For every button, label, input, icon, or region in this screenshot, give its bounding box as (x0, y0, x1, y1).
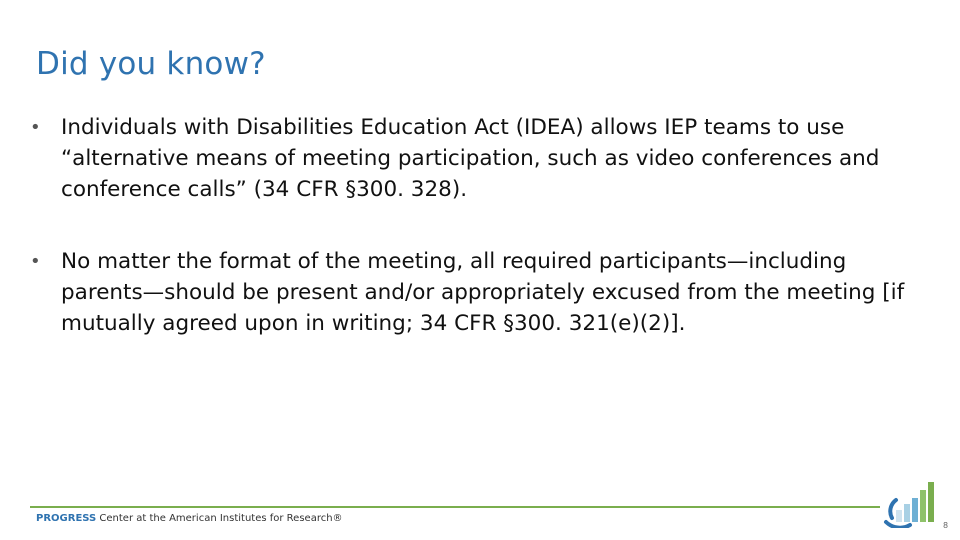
bullet-item (30, 112, 930, 205)
slide-title: Did you know? (36, 46, 266, 82)
footer-divider (30, 506, 880, 508)
bullet-text: Individuals with Disabilities Education Act (IDEA) allows IEP teams to use “alternative means of meeting participation, such as video conferences and conference calls” (34 CFR §300. 328). (61, 115, 880, 202)
footer-brand: PROGRESS (36, 513, 97, 524)
page-number: 8 (943, 521, 949, 530)
footer-org: Center at the American Institutes for Research® (96, 513, 343, 524)
bullet-text: No matter the format of the meeting, all required participants—including parents—should be present and/or appropriately excused from the meeting [if mutually agreed upon in writing; 34 CFR §300. 321(e)(2)]. (61, 249, 905, 336)
bullet-dot-icon: • (30, 117, 41, 138)
logo-swoosh (886, 522, 910, 528)
logo-bar-2 (904, 504, 910, 522)
bullet-item (30, 246, 930, 339)
logo-bar-3 (912, 498, 918, 522)
bullet-list (30, 112, 930, 339)
logo-bar-1 (896, 510, 902, 522)
logo-bar-5 (928, 482, 934, 522)
logo-bar-4 (920, 490, 926, 522)
logo-arc (890, 500, 896, 518)
footer-credit (36, 513, 343, 524)
bullet-dot-icon: • (30, 251, 41, 272)
progress-logo-icon (882, 478, 944, 528)
